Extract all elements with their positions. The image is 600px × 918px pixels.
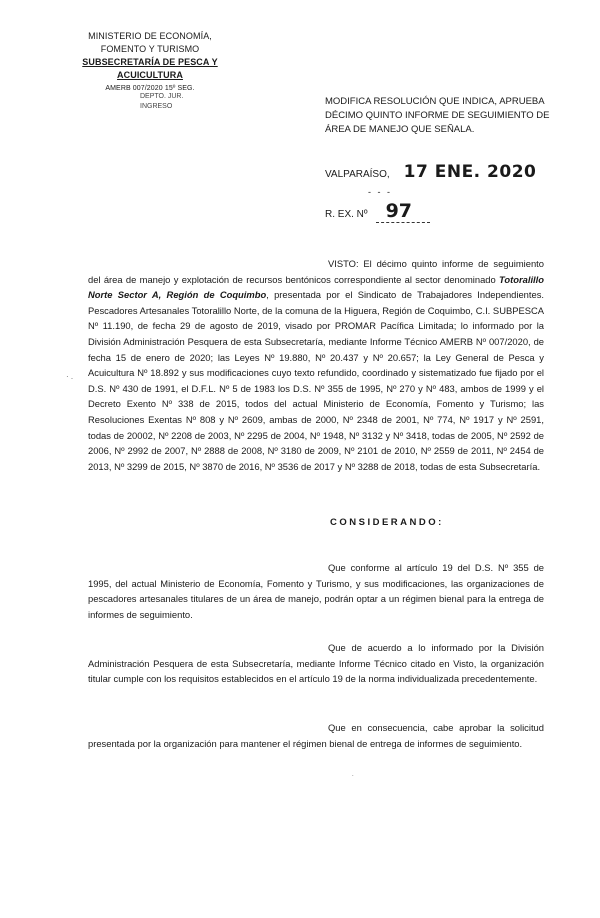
letterhead bbox=[50, 30, 250, 95]
reference-code: AMERB 007/2020 15º SEG. bbox=[105, 85, 195, 92]
subsecretaria-name: SUBSECRETARÍA DE PESCA Y ACUICULTURA bbox=[82, 57, 218, 80]
separator-dashes: - - - bbox=[368, 187, 392, 197]
margin-mark: · . bbox=[66, 372, 74, 381]
sector-name: Totoralillo Norte Sector A, Región de Coquimbo bbox=[88, 273, 544, 301]
visto-paragraph bbox=[88, 256, 544, 474]
visto-lead: VISTO: El décimo quinto informe de seguimiento del área de manejo y explotación de recursos bentónicos correspondiente al sector denominado bbox=[88, 258, 544, 285]
considerando-heading: CONSIDERANDO: bbox=[330, 517, 444, 528]
ministry-name: MINISTERIO DE ECONOMÍA, bbox=[88, 31, 212, 41]
dateline bbox=[325, 162, 536, 182]
considerando-paragraph-3: Que en consecuencia, cabe aprobar la solicitud presentada por la organización para mantener el régimen bienal de entrega de informes de seguimiento. bbox=[88, 722, 544, 749]
stamp-line-2: INGRESO bbox=[140, 103, 173, 110]
place: VALPARAÍSO, bbox=[325, 169, 390, 180]
date-stamp: 17 ENE. 2020 bbox=[403, 162, 537, 182]
stamp-line-1: DEPTO. JUR. bbox=[140, 93, 184, 100]
resolution-number-line bbox=[325, 200, 430, 222]
ministry-name-cont: FOMENTO Y TURISMO bbox=[100, 44, 200, 54]
considerando-paragraph-2: Que de acuerdo a lo informado por la División Administración Pesquera de esta Subsecretaría, mediante Informe Técnico citado en Visto, la organización titular cumple con los requisitos establecidos en el artículo 19 de la norma individualizada precedentemente. bbox=[88, 642, 544, 685]
resolution-subject: MODIFICA RESOLUCIÓN QUE INDICA, APRUEBA DÉCIMO QUINTO INFORME DE SEGUIMIENTO DE ÁREA DE MANEJO QUE SEÑALA. bbox=[325, 96, 550, 135]
considerando-paragraph-1: Que conforme al artículo 19 del D.S. Nº 355 de 1995, del actual Ministerio de Economía, Fomento y Turismo, y sus modificaciones, las organizaciones de pescadores artesanales titulares de un área de manejo, podrán optar a un régimen bienal para la entrega de informes de seguimiento. bbox=[88, 562, 544, 620]
received-stamp bbox=[140, 92, 183, 112]
resolution-number: 97 bbox=[376, 200, 430, 223]
speck: . bbox=[352, 772, 354, 778]
visto-rest: , presentada por el Sindicato de Trabajadores Independientes. Pescadores Artesanales Totoralillo Norte, de la comuna de la Higuera, Región de Coquimbo, C.I. SUBPESCA Nº 11.190, de fecha 29 de agosto de 2019, visado por PROMAR Pacífica Limitada; lo informado por la División Administración Pesquera de esta Subsecretaría, mediante Informe Técnico AMERB Nº 007/2020, de fecha 15 de enero de 2020; las Leyes Nº 19.880, Nº 20.437 y Nº 20.657; la Ley General de Pesca y Acuicultura Nº 18.892 y sus modificaciones cuyo texto refundido, coordinado y sistematizado fue fijado por el D.S. Nº 430 de 1991, el D.F.L. Nº 5 de 1983 los D.S. Nº 355 de 1995, Nº 270 y Nº 483, ambos de 1999 y el Decreto Exento Nº 338 de 2015, todos del actual Ministerio de Economía, Fomento y Turismo; las Resoluciones Exentas Nº 808 y Nº 2609, ambas de 2000, Nº 2348 de 2001, Nº 774, Nº 1917 y Nº 2591, todas de 20002, Nº 2208 de 2003, Nº 2295 de 2004, Nº 1948, Nº 3132 y Nº 3418, todas de 2005, Nº 2592 de 2006, Nº 2992 de 2007, Nº 2888 de 2008, Nº 3180 de 2009, Nº 2101 de 2010, Nº 2559 de 2011, Nº 2454 de 2013, Nº 3299 de 2015, Nº 3870 de 2016, Nº 3536 de 2017 y Nº 3288 de 2018, todas de esta Subsecretaría. bbox=[88, 289, 544, 472]
resolution-label: R. EX. Nº bbox=[325, 209, 368, 220]
